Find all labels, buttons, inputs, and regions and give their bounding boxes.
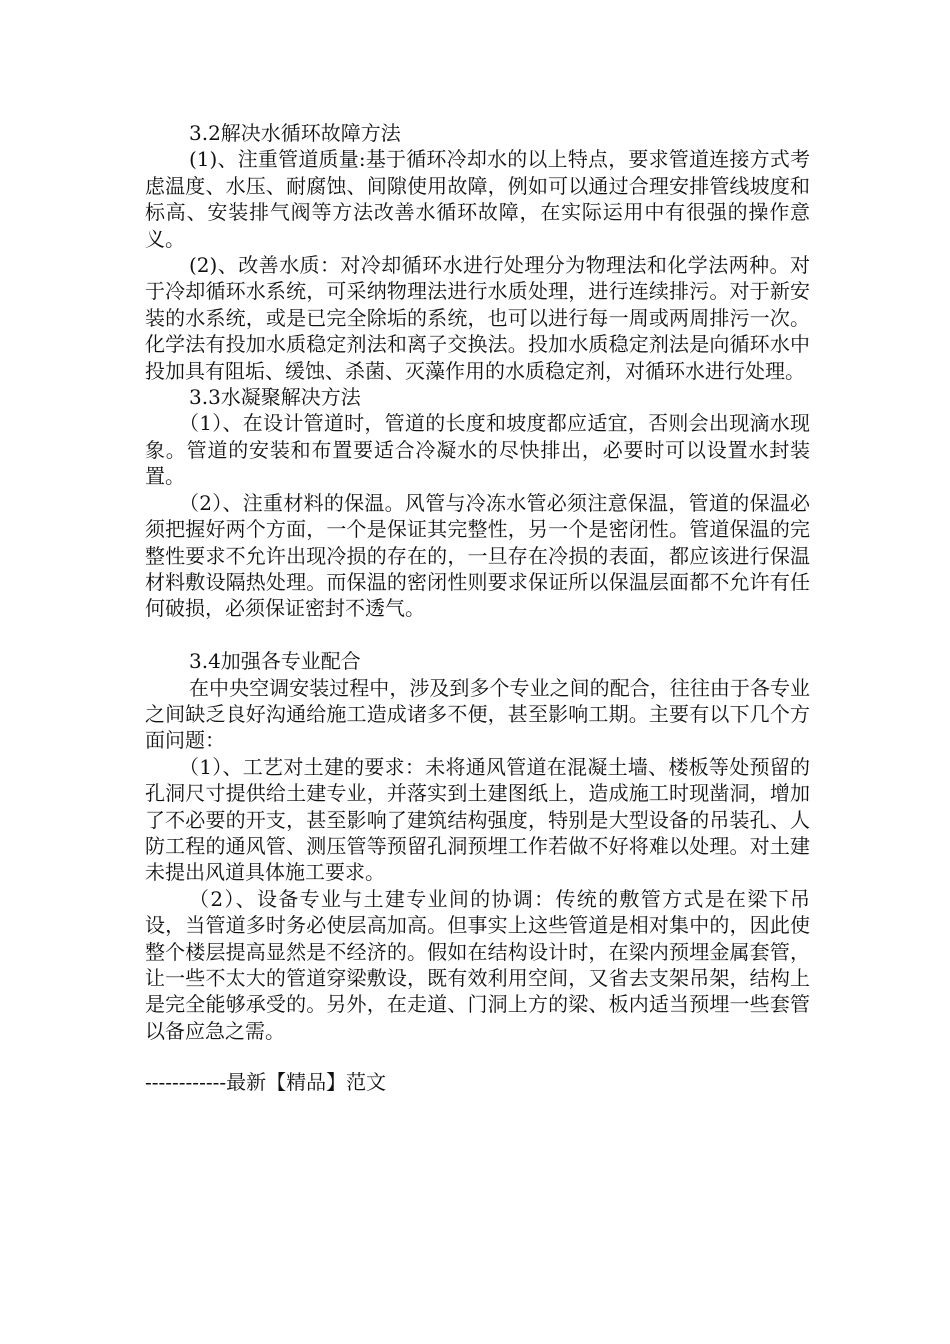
paragraph-pipe-quality: (1)、注重管道质量:基于循环冷却水的以上特点，要求管道连接方式考虑温度、水压、耐腐蚀、间隙使用故障，例如可以通过合理安排管线坡度和标高、安装排气阀等方法改善水循环故障，在实际运用中有很强的操作意义。 [145, 147, 810, 251]
paragraph-water-quality: (2)、改善水质：对冷却循环水进行处理分为物理法和化学法两种。对于冷却循环水系统，可采纳物理法进行水质处理，进行连续排污。对于新安装的水系统，或是已完全除垢的系统，也可以进行每一周或两周排污一次。化学法有投加水质稳定剂法和离子交换法。投加水质稳定剂法是向循环水中投加具有阻垢、缓蚀、杀菌、灭藻作用的水质稳定剂，对循环水进行处理。 [145, 253, 810, 383]
paragraph-insulation: （2）、注重材料的保温。风管与冷冻水管必须注意保温，管道的保温必须把握好两个方面，一个是保证其完整性，另一个是密闭性。管道保温的完整性要求不允许出现冷损的存在的，一旦存在冷损的表面，都应该进行保温材料敷设隔热处理。而保温的密闭性则要求保证所以保温层面都不允许有任何破损，必须保证密封不透气。 [145, 490, 810, 621]
paragraph-coordination-intro: 在中央空调安装过程中，涉及到多个专业之间的配合，往往由于各专业之间缺乏良好沟通给施工造成诸多不便，甚至影响工期。主要有以下几个方面问题： [145, 675, 810, 753]
section-heading-3-3: 3.3水凝聚解决方法 [189, 385, 361, 410]
footer-caption: ------------最新【精品】范文 [145, 1070, 387, 1094]
paragraph-pipe-design: （1）、在设计管道时，管道的长度和坡度都应适宜，否则会出现滴水现象。管道的安装和布置要适合冷凝水的尽快排出，必要时可以设置水封装置。 [145, 411, 810, 489]
blank-line [145, 622, 810, 648]
paragraph-civil-requirements: （1）、工艺对土建的要求：未将通风管道在混凝土墙、楼板等处预留的孔洞尺寸提供给土建专业，并落实到土建图纸上，造成施工时现凿洞，增加了不必要的开支，甚至影响了建筑结构强度，特别是大型设备的吊装孔、人防工程的通风管、测压管等预留孔洞预埋工作若做不好将难以处理。对土建未提出风道具体施工要求。 [145, 754, 810, 885]
section-heading-3-2: 3.2解决水循环故障方法 [189, 121, 401, 145]
document-body [145, 120, 810, 1044]
paragraph-equipment-coordination: （2）、设备专业与土建专业间的协调：传统的敷管方式是在梁下吊设，当管道多时务必使层高加高。但事实上这些管道是相对集中的，因此使整个楼层提高显然是不经济的。假如在结构设计时，在梁内预埋金属套管，让一些不太大的管道穿梁敷设，既有效利用空间，又省去支架吊架，结构上是完全能够承受的。另外，在走道、门洞上方的梁、板内适当预埋一些套管以备应急之需。 [145, 886, 810, 1043]
section-heading-3-4: 3.4加强各专业配合 [189, 649, 361, 674]
